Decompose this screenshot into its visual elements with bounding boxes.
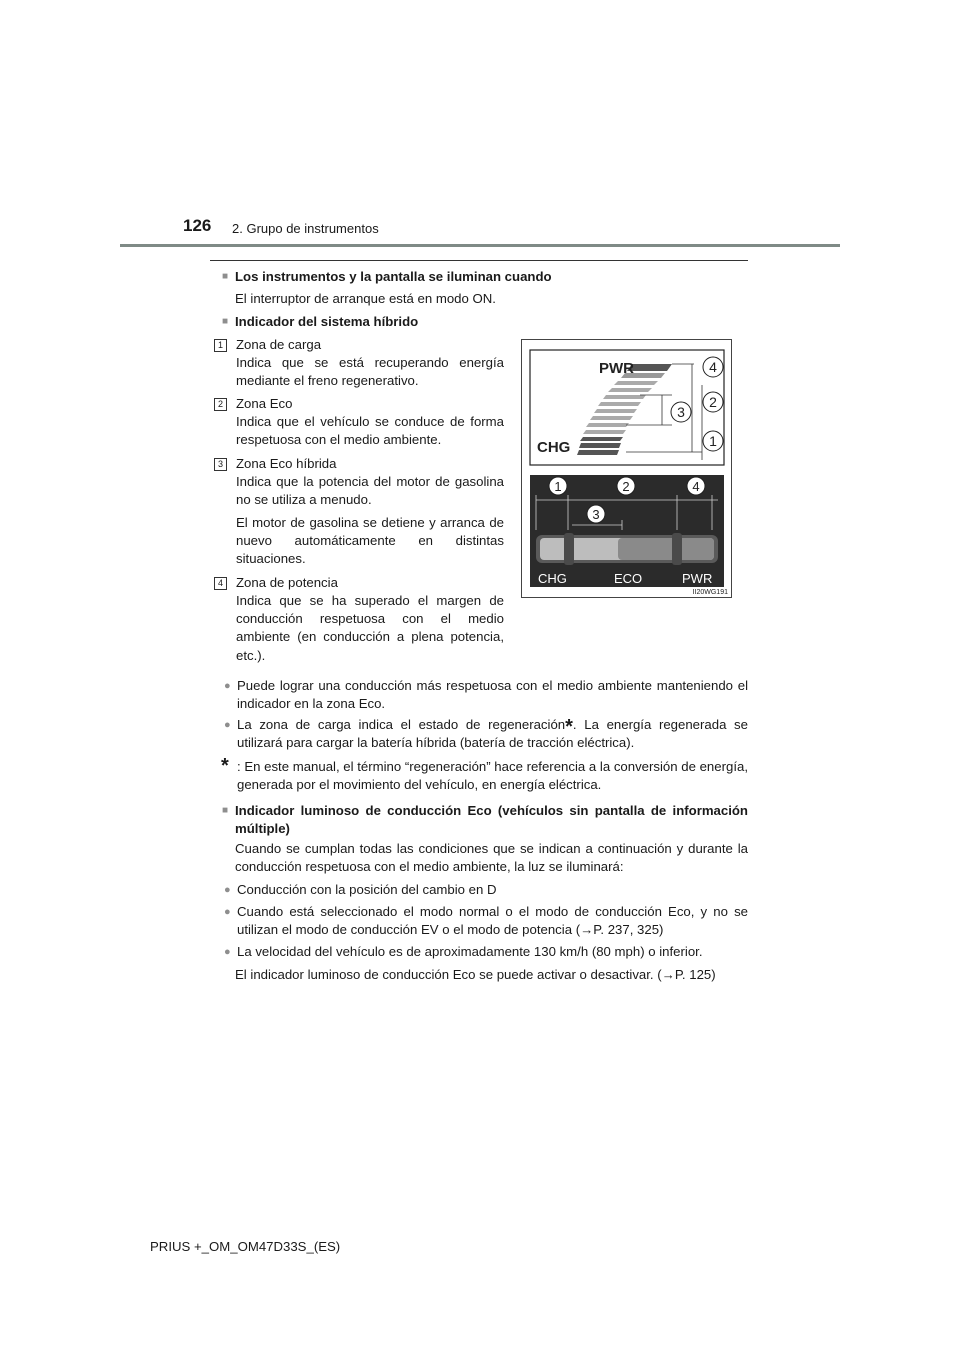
item-desc-1: Indica que se está recuperando energía mediante el freno regenerativo. xyxy=(236,355,504,389)
hybrid-indicator-illustration xyxy=(522,340,731,597)
item-title-4: Zona de potencia xyxy=(236,575,338,590)
bar-callout-4 xyxy=(687,477,705,495)
footnote: * : En este manual, el término “regeneración” hace referencia a la conversión de energía, generada por el movimiento del vehículo, en energía eléctrica. xyxy=(221,758,748,794)
footnote-marker: * xyxy=(565,716,573,738)
hybrid-indicator-figure xyxy=(521,339,732,598)
bar-callout-1 xyxy=(549,477,567,495)
gauge-label-chg: CHG xyxy=(537,439,571,456)
bullet-charge-zone-start: La zona de carga indica el estado de regeneración xyxy=(237,717,566,732)
item-number-3: 3 xyxy=(214,458,227,471)
svg-text:2: 2 xyxy=(622,479,630,494)
section-text-illumination: El interruptor de arranque está en modo ON. xyxy=(235,291,496,306)
bar-label-pwr: PWR xyxy=(682,571,713,586)
page-number: 126 xyxy=(183,216,212,235)
section-heading-illumination: ■ Los instrumentos y la pantalla se iluminan cuando xyxy=(235,268,552,286)
gauge-callout-3 xyxy=(671,402,691,422)
item-number-2: 2 xyxy=(214,398,227,411)
bar-label-chg: CHG xyxy=(538,571,567,586)
item-title-3: Zona Eco híbrida xyxy=(236,456,337,471)
svg-text:3: 3 xyxy=(592,507,600,522)
item-desc-3: Indica que la potencia del motor de gasolina no se utiliza a menudo. xyxy=(236,474,504,508)
bar-divider-right xyxy=(672,533,682,565)
footnote-text: : En este manual, el término “regeneración” hace referencia a la conversión de energía, generada por el movimiento del vehículo, en energía eléctrica. xyxy=(237,759,748,793)
svg-text:4: 4 xyxy=(709,359,717,375)
svg-text:2: 2 xyxy=(709,394,717,410)
bullet-eco-zone: ● Puede lograr una conducción más respetuosa con el medio ambiente manteniendo el indicador en la zona Eco. xyxy=(237,677,748,713)
chapter-title: 2. Grupo de instrumentos xyxy=(232,221,379,236)
footer-code: PRIUS +_OM_OM47D33S_(ES) xyxy=(150,1239,341,1254)
svg-text:1: 1 xyxy=(709,433,717,449)
condition-drive-mode: ● Cuando está seleccionado el modo normal o el modo de conducción Eco, y no se utilizan el modo de conducción EV o el modo de potencia (→P. 237, 325) xyxy=(237,903,748,939)
condition-speed: ● La velocidad del vehículo es de aproximadamente 130 km/h (80 mph) o inferior. xyxy=(237,943,748,961)
bar-callout-2 xyxy=(617,477,635,495)
section-divider xyxy=(210,260,748,261)
item-desc-4: Indica que se ha superado el margen de conducción respetuosa con el medio ambiente (en conducción a plena potencia, etc.). xyxy=(236,593,504,663)
item-desc-2: Indica que el vehículo se conduce de forma respetuosa con el medio ambiente. xyxy=(236,414,504,448)
svg-text:1: 1 xyxy=(554,479,562,494)
svg-text:3: 3 xyxy=(677,404,685,420)
section-heading-hybrid-indicator: ■ Indicador del sistema híbrido xyxy=(235,313,418,331)
item-number-4: 4 xyxy=(214,577,227,590)
section-text-eco-light: Cuando se cumplan todas las condiciones que se indican a continuación y durante la conducción respetuosa con el medio ambiente, la luz se iluminará: xyxy=(235,841,748,875)
bullet-charge-zone xyxy=(237,716,748,752)
condition-shift-d: ● Conducción con la posición del cambio en D xyxy=(237,881,748,899)
item-extra-3: El motor de gasolina se detiene y arranca de nuevo automáticamente en distintas situaciones. xyxy=(236,515,504,567)
bar-callout-3 xyxy=(587,505,605,523)
bar-fill-pwr xyxy=(618,538,714,560)
bar-divider-left xyxy=(564,533,574,565)
gauge-label-pwr: PWR xyxy=(599,360,634,377)
header-divider xyxy=(120,244,840,247)
gauge-callout-1 xyxy=(703,431,723,451)
gauge-callout-4 xyxy=(703,357,723,377)
gauge-callout-2 xyxy=(703,392,723,412)
bar-label-eco: ECO xyxy=(614,571,643,586)
section-heading-eco-light: ■ Indicador luminoso de conducción Eco (vehículos sin pantalla de información múltiple) xyxy=(235,802,748,838)
item-title-2: Zona Eco xyxy=(236,396,293,411)
item-title-1: Zona de carga xyxy=(236,337,322,352)
closing-text: El indicador luminoso de conducción Eco se puede activar o desactivar. (→P. 125) xyxy=(235,967,716,982)
item-number-1: 1 xyxy=(214,339,227,352)
svg-text:4: 4 xyxy=(692,479,700,494)
figure-code: II20WG191 xyxy=(692,589,728,596)
bullet-charge-zone-end: . La energía regenerada se utilizará para cargar la batería híbrida (batería de tracción eléctrica). xyxy=(237,717,748,751)
